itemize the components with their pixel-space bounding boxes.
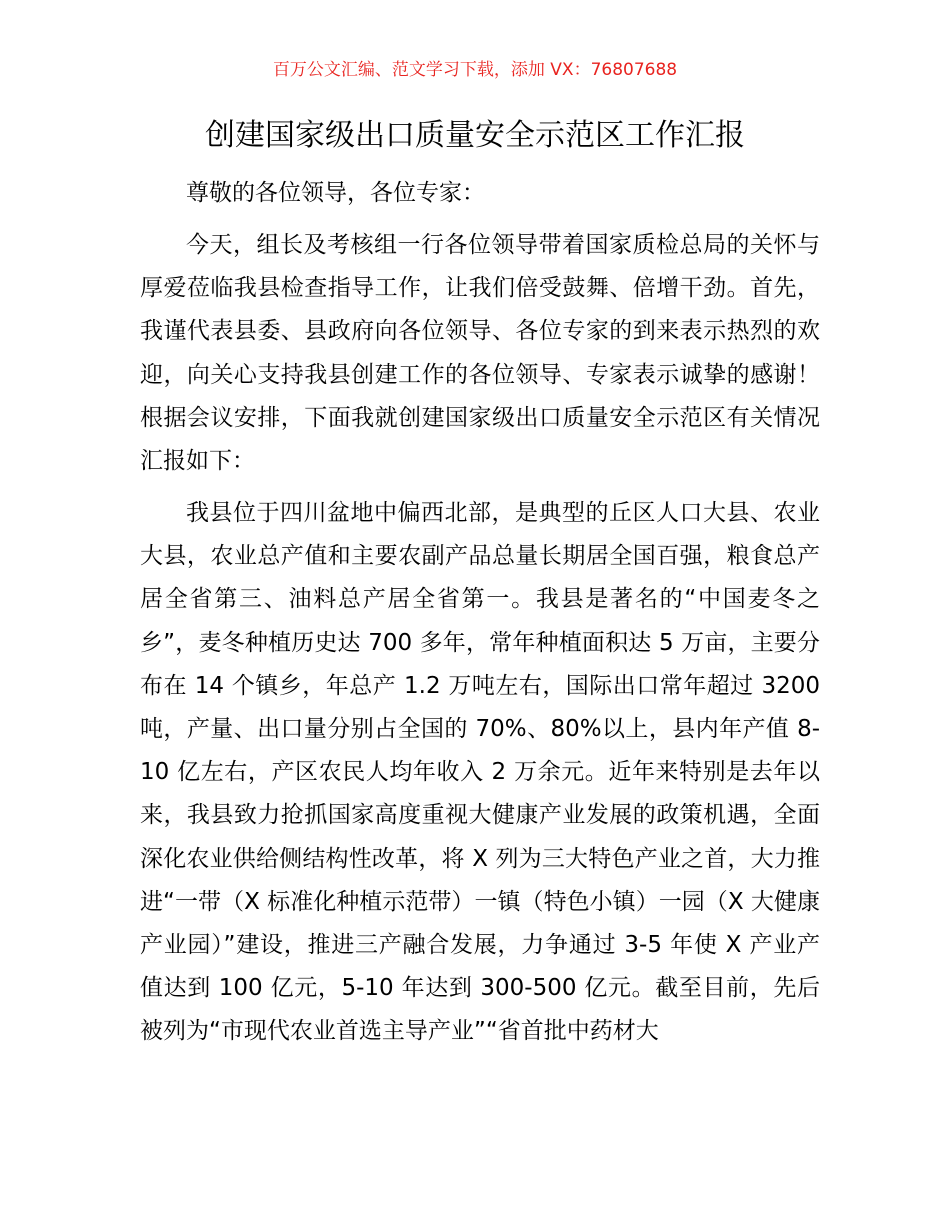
paragraph-introduction: 今天，组长及考核组一行各位领导带着国家质检总局的关怀与厚爱莅临我县检查指导工作，让我们倍受鼓舞、倍增干劲。首先，我谨代表县委、县政府向各位领导、各位专家的到来表示热烈的欢迎，向关心支持我县创建工作的各位领导、专家表示诚挚的感谢！根据会议安排，下面我就创建国家级出口质量安全示范区有关情况汇报如下： [140, 232, 820, 475]
download-promo-header: 百万公文汇编、范文学习下载，添加 VX：76807688 [272, 60, 678, 80]
document-title: 创建国家级出口质量安全示范区工作汇报 [205, 118, 745, 153]
salutation: 尊敬的各位领导，各位专家： [186, 180, 485, 206]
paragraph-county-overview: 我县位于四川盆地中偏西北部，是典型的丘区人口大县、农业大县，农业总产值和主要农副产品总量长期居全国百强，粮食总产居全省第三、油料总产居全省第一。我县是著名的“中国麦冬之乡”，麦冬种植历史达 700 多年，常年种植面积达 5 万亩，主要分布在 14 个镇乡，年总产 1.2 万吨左右，国际出口常年超过 3200 吨，产量、出口量分别占全国的 70%、80%以上，县内年产值 8-10 亿左右，产区农民人均年收入 2 万余元。近年来特别是去年以来，我县致力抢抓国家高度重视大健康产业发展的政策机遇，全面深化农业供给侧结构性改革，将 X 列为三大特色产业之首，大力推进“一带（X 标准化种植示范带）一镇（特色小镇）一园（X 大健康产业园）”建设，推进三产融合发展，力争通过 3-5 年使 X 产业产值达到 100 亿元，5-10 年达到 300-500 亿元。截至目前，先后被列为“市现代农业首选主导产业”“省首批中药材大 [140, 500, 820, 1045]
